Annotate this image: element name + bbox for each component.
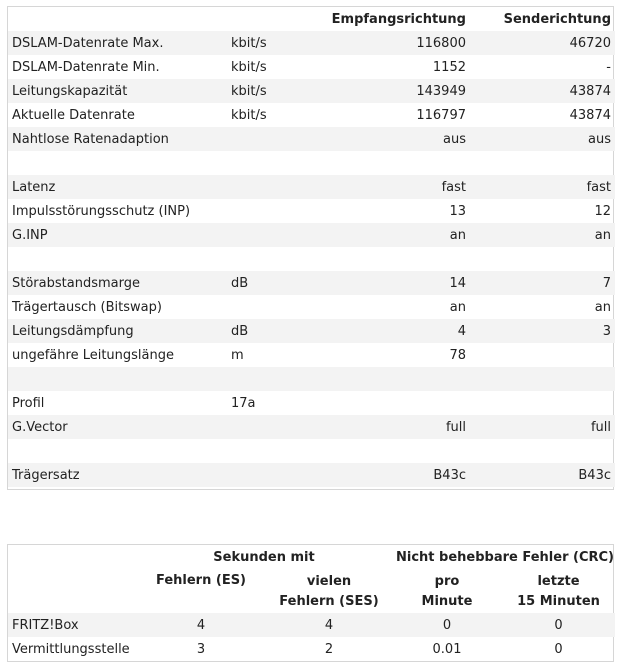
row-upstream-value: an	[594, 299, 611, 315]
row-downstream-value: aus	[443, 131, 466, 147]
row-unit	[227, 415, 317, 439]
row-downstream-value: 14	[449, 275, 466, 291]
row-unit	[227, 127, 317, 151]
row-unit: m	[231, 347, 244, 363]
table-row	[8, 637, 615, 661]
row-downstream-value: an	[449, 227, 466, 243]
row-downstream-value: full	[445, 419, 466, 435]
row-unit: dB	[231, 323, 249, 339]
error-stats-panel	[7, 544, 614, 662]
table-header-row	[8, 7, 615, 31]
row-label: Vermittlungsstelle	[12, 641, 130, 657]
table-row	[8, 391, 615, 415]
row-label: Impulsstörungsschutz (INP)	[12, 203, 191, 219]
row-downstream-value: 13	[449, 203, 466, 219]
dsl-line-info-panel	[7, 6, 614, 490]
row-crc-per-minute: 0	[442, 617, 452, 633]
header-unit-col	[227, 7, 317, 31]
table-row	[8, 31, 615, 55]
row-label: Trägersatz	[12, 467, 80, 483]
table-row	[8, 295, 615, 319]
table-row	[8, 463, 615, 487]
row-label: Nahtlose Ratenadaption	[12, 131, 169, 147]
row-downstream-value: 4	[457, 323, 466, 339]
table-row	[8, 103, 615, 127]
row-label: DSLAM-Datenrate Max.	[12, 35, 164, 51]
row-downstream-value: fast	[441, 179, 466, 195]
row-label	[8, 367, 227, 391]
table-row	[8, 271, 615, 295]
row-label: Trägertausch (Bitswap)	[12, 299, 162, 315]
row-label: Leitungskapazität	[12, 83, 128, 99]
row-downstream-value	[317, 391, 470, 415]
dsl-line-info-body	[8, 31, 615, 487]
row-crc-last-15: 0	[554, 641, 563, 657]
row-unit: kbit/s	[231, 35, 267, 51]
row-label: G.Vector	[12, 419, 68, 435]
row-unit: kbit/s	[231, 83, 267, 99]
row-upstream-value: 12	[594, 203, 611, 219]
row-downstream-value	[317, 367, 470, 391]
table-row	[8, 127, 615, 151]
header-pro-minute	[392, 571, 502, 613]
table-row	[8, 79, 615, 103]
row-upstream-value	[470, 247, 615, 271]
row-upstream-value: aus	[588, 131, 611, 147]
row-es-value: 4	[196, 617, 206, 633]
table-row	[8, 175, 615, 199]
row-upstream-value	[470, 343, 615, 367]
row-upstream-value	[470, 367, 615, 391]
row-unit	[227, 439, 317, 463]
row-upstream-value: -	[606, 59, 611, 75]
header-15-line2: 15 Minuten	[517, 594, 600, 609]
header-pro-line1: pro	[434, 574, 460, 589]
row-label: G.INP	[12, 227, 48, 243]
row-downstream-value	[317, 151, 470, 175]
row-downstream-value: B43c	[433, 467, 466, 483]
dsl-line-info-table	[8, 7, 615, 487]
table-row	[8, 55, 615, 79]
row-label: Profil	[12, 395, 45, 411]
header-downstream: Empfangsrichtung	[331, 11, 466, 27]
header-es	[136, 571, 266, 613]
row-label: DSLAM-Datenrate Min.	[12, 59, 160, 75]
header-empty	[8, 571, 136, 613]
row-upstream-value: 43874	[569, 83, 611, 99]
row-upstream-value: B43c	[578, 467, 611, 483]
row-downstream-value: 1152	[432, 59, 466, 75]
row-upstream-value: 7	[602, 275, 611, 291]
row-label: ungefähre Leitungslänge	[12, 347, 174, 363]
table-row	[8, 151, 615, 175]
row-unit: 17a	[231, 395, 256, 411]
row-unit	[227, 295, 317, 319]
row-label: Störabstandsmarge	[12, 275, 140, 291]
header-group-crc: Nicht behebbare Fehler (CRC)	[396, 550, 614, 565]
row-downstream-value: 78	[449, 347, 466, 363]
row-unit	[227, 199, 317, 223]
row-upstream-value	[470, 151, 615, 175]
row-downstream-value: 116800	[416, 35, 466, 51]
row-upstream-value: full	[590, 419, 611, 435]
row-label	[8, 247, 227, 271]
row-downstream-value	[317, 439, 470, 463]
row-upstream-value	[470, 439, 615, 463]
row-downstream-value	[317, 247, 470, 271]
header-es-line1: Fehlern (ES)	[155, 573, 247, 588]
row-crc-last-15: 0	[554, 617, 563, 633]
row-label: Aktuelle Datenrate	[12, 107, 135, 123]
table-row	[8, 613, 615, 637]
table-header-row	[8, 545, 615, 571]
row-unit: kbit/s	[231, 107, 267, 123]
header-15-line1: letzte	[537, 574, 580, 589]
row-label: FRITZ!Box	[12, 617, 79, 633]
row-unit: kbit/s	[231, 59, 267, 75]
row-unit	[227, 175, 317, 199]
row-label	[8, 439, 227, 463]
row-label	[8, 151, 227, 175]
row-unit	[227, 151, 317, 175]
table-row	[8, 247, 615, 271]
row-es-value: 3	[196, 641, 206, 657]
row-unit	[227, 247, 317, 271]
row-unit	[227, 463, 317, 487]
header-label-col	[8, 7, 227, 31]
header-ses	[266, 571, 392, 613]
header-pro-line2: Minute	[421, 594, 473, 609]
row-unit	[227, 223, 317, 247]
row-upstream-value: 46720	[569, 35, 611, 51]
table-row	[8, 415, 615, 439]
row-upstream-value	[470, 391, 615, 415]
row-downstream-value: 116797	[416, 107, 466, 123]
table-row	[8, 319, 615, 343]
header-ses-line2: Fehlern (SES)	[279, 594, 379, 609]
row-unit	[227, 367, 317, 391]
header-last-15-min	[502, 571, 615, 613]
row-ses-value: 2	[324, 641, 334, 657]
table-row	[8, 223, 615, 247]
error-stats-body	[8, 613, 615, 661]
header-upstream: Senderichtung	[503, 11, 611, 27]
row-downstream-value: 143949	[416, 83, 466, 99]
row-upstream-value: 3	[602, 323, 611, 339]
row-label: Leitungsdämpfung	[12, 323, 134, 339]
row-ses-value: 4	[324, 617, 334, 633]
table-row	[8, 343, 615, 367]
row-unit: dB	[231, 275, 249, 291]
table-row	[8, 439, 615, 463]
row-upstream-value: an	[594, 227, 611, 243]
header-ses-line1: vielen	[306, 574, 352, 589]
error-stats-table	[8, 545, 615, 661]
row-upstream-value: 43874	[569, 107, 611, 123]
table-row	[8, 367, 615, 391]
table-subheader-row	[8, 571, 615, 613]
row-label: Latenz	[12, 179, 56, 195]
row-downstream-value: an	[449, 299, 466, 315]
row-crc-per-minute: 0.01	[432, 641, 462, 657]
row-upstream-value: fast	[586, 179, 611, 195]
table-row	[8, 199, 615, 223]
header-empty	[8, 545, 136, 571]
header-group-seconds: Sekunden mit	[213, 550, 315, 565]
